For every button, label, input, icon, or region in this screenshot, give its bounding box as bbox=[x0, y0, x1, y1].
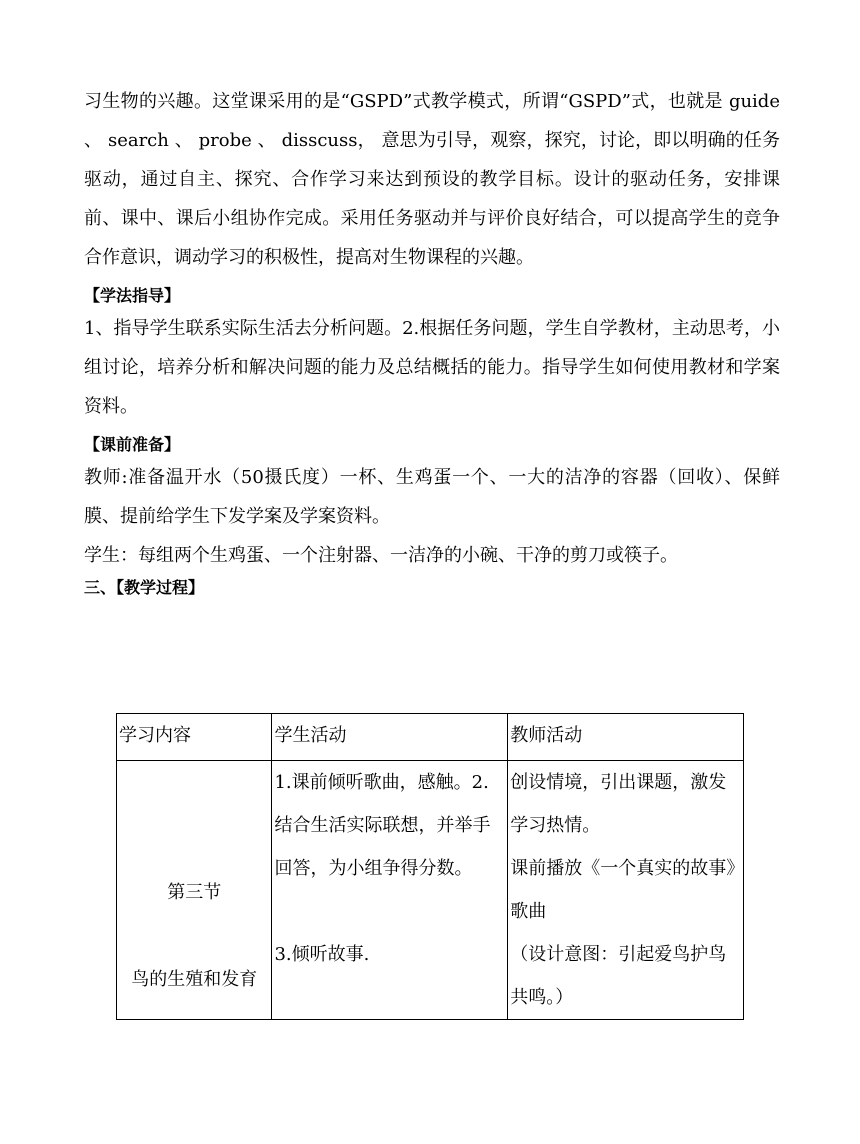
student-preparation-text: 学生：每组两个生鸡蛋、一个注射器、一洁净的小碗、干净的剪刀或筷子。 bbox=[84, 545, 678, 566]
student-activity-2: 3.倾听故事. bbox=[274, 944, 370, 965]
intro-paragraph: 习生物的兴趣。这堂课采用的是“GSPD”式教学模式，所谓“GSPD”式，也就是 guide 、 search 、 probe 、 disscuss， 意思为引导，观察，探究，讨论，即以明确的任务驱动，通过自主、探究、合作学习来达到预设的教学目标。设计的驱动任务，安排课前、课中、课后小组协作完成。采用任务驱动并与评价良好结合，可以提高学生的竞争合作意识，调动学习的积极性，提高对生物课程的兴趣。 bbox=[84, 91, 780, 268]
teacher-activity-2: 课前播放《一个真实的故事》歌曲 bbox=[510, 858, 736, 922]
header-content: 学习内容 bbox=[117, 714, 272, 761]
study-guide-heading: 【学法指导】 bbox=[84, 286, 181, 305]
student-activity-1: 1.课前倾听歌曲，感触。2.结合生活实际联想，并举手回答，为小组争得分数。 bbox=[274, 772, 491, 879]
teacher-activity-3: （设计意图：引起爱鸟护鸟共鸣。） bbox=[510, 944, 727, 1008]
document-body bbox=[84, 82, 780, 601]
section-content-cell bbox=[117, 761, 272, 1020]
table-header-row bbox=[117, 714, 744, 761]
section-number: 第三节 bbox=[167, 882, 222, 903]
teacher-preparation-text: 教师:准备温开水（50摄氏度）一杯、生鸡蛋一个、一大的洁净的容器（回收）、保鲜膜、提前给学生下发学案及学案资料。 bbox=[84, 467, 780, 527]
section-title: 鸟的生殖和发育 bbox=[131, 969, 258, 990]
teaching-process-table bbox=[116, 713, 744, 1020]
preparation-heading: 【课前准备】 bbox=[84, 435, 181, 454]
teacher-activity-cell bbox=[508, 761, 744, 1020]
study-guide-text: 1、指导学生联系实际生活去分析问题。2.根据任务问题，学生自学教材，主动思考，小组讨论，培养分析和解决问题的能力及总结概括的能力。指导学生如何使用教材和学案资料。 bbox=[84, 318, 780, 417]
process-heading: 三、【教学过程】 bbox=[84, 578, 205, 597]
teacher-activity-1: 创设情境，引出课题，激发学习热情。 bbox=[510, 772, 727, 836]
cell-spacer bbox=[274, 890, 505, 933]
header-student-activity: 学生活动 bbox=[272, 714, 508, 761]
student-activity-cell bbox=[272, 761, 508, 1020]
table-row bbox=[117, 761, 744, 1020]
header-teacher-activity: 教师活动 bbox=[508, 714, 744, 761]
